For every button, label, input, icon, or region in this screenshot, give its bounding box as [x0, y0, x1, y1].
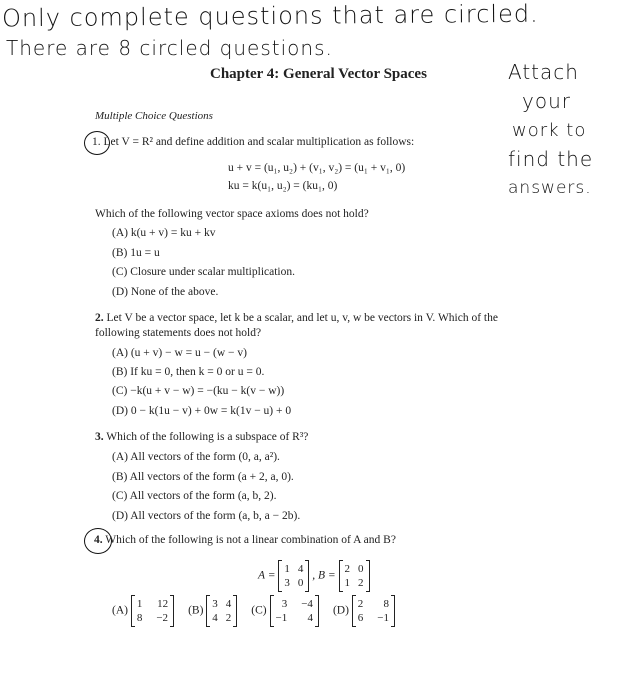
side-note-line: work to	[512, 120, 587, 141]
handwritten-instruction-2: There are 8 circled questions.	[6, 36, 333, 60]
side-note-line: Attach	[508, 60, 579, 84]
side-note-line: your	[522, 89, 571, 113]
equation-scalar: ku = k(u₁, u₂) = (ku₁, 0)	[228, 180, 338, 192]
option-b	[188, 595, 237, 627]
matrix-cell: 2	[357, 598, 364, 610]
question-2	[95, 312, 498, 324]
option-c: (C) All vectors of the form (a, b, 2).	[112, 490, 277, 502]
question-4	[94, 534, 396, 546]
matrix-cell: 1	[284, 563, 290, 575]
question-number: 3.	[95, 431, 104, 443]
option-d: (D) All vectors of the form (a, b, a − 2b).	[112, 510, 301, 522]
matrix-cell: 1	[344, 577, 350, 589]
matrix-cell: −4	[301, 598, 313, 610]
matrix-cell: 3	[212, 598, 218, 610]
option-label: (A)	[112, 604, 128, 617]
option-a: (A) (u + v) − w = u − (w − v)	[112, 347, 247, 359]
matrix-cell: −2	[156, 612, 169, 624]
matrices-a-b	[258, 560, 370, 592]
matrix-cell: 2	[344, 563, 350, 575]
matrix-cell: 0	[297, 577, 304, 589]
question-number: 1.	[92, 136, 101, 148]
option-c: (C) −k(u + v − w) = −(ku − k(v − w))	[112, 385, 285, 397]
option-matrix	[270, 595, 319, 627]
matrix-cell: 4	[212, 612, 218, 624]
option-b: (B) All vectors of the form (a + 2, a, 0).	[112, 471, 294, 483]
question-number: 4.	[94, 534, 103, 546]
matrix-cell: 3	[281, 598, 288, 610]
question-text: Which of the following is a subspace of R³?	[106, 431, 309, 443]
equation-addition: u + v = (u₁, u₂) + (v₁, v₂) = (u₁ + v₁, 0)	[228, 162, 406, 174]
matrix-cell: 4	[297, 563, 304, 575]
option-b: (B) 1u = u	[112, 247, 160, 259]
matrix-cell: −1	[275, 612, 288, 624]
matrix-cell: 2	[358, 577, 364, 589]
option-label: (D)	[332, 604, 349, 617]
question-number: 2.	[95, 312, 104, 324]
option-c	[251, 595, 319, 627]
matrix-cell: 6	[357, 612, 364, 624]
matrix-cell: 2	[225, 612, 232, 624]
option-label: (B)	[188, 604, 204, 617]
chapter-title: Chapter 4: General Vector Spaces	[210, 66, 427, 82]
question-text: Which of the following is not a linear combination of A and B?	[105, 534, 396, 546]
section-title: Multiple Choice Questions	[95, 110, 213, 122]
option-b: (B) If ku = 0, then k = 0 or u = 0.	[112, 366, 265, 378]
matrix-a	[278, 560, 309, 592]
matrix-cell: −1	[377, 612, 389, 624]
option-d: (D) None of the above.	[112, 286, 219, 298]
matrix-cell: 4	[225, 598, 232, 610]
option-a	[112, 595, 174, 627]
matrix-cell: 0	[358, 563, 364, 575]
matrix-a-label: A =	[258, 569, 276, 582]
matrix-b-label: , B =	[312, 569, 336, 582]
option-c: (C) Closure under scalar multiplication.	[112, 266, 295, 278]
option-matrix	[131, 595, 174, 627]
option-label: (C)	[251, 604, 267, 617]
question-text: Let V = R² and define addition and scalar multiplication as follows:	[103, 136, 415, 148]
matrix-cell: 1	[136, 598, 143, 610]
matrix-cell: 8	[136, 612, 143, 624]
option-matrix	[206, 595, 237, 627]
matrix-cell: 12	[157, 598, 169, 610]
question-3	[95, 431, 308, 443]
option-d: (D) 0 − k(1u − v) + 0w = k(1v − u) + 0	[112, 405, 292, 417]
side-note-line: find the	[508, 147, 594, 171]
matrix-cell: 8	[383, 598, 389, 610]
option-d	[333, 595, 395, 627]
handwritten-side-note	[508, 58, 593, 203]
question-1	[92, 136, 414, 148]
matrix-cell: 3	[284, 577, 290, 589]
matrix-cell: 4	[307, 612, 313, 624]
question-prompt: Which of the following vector space axioms does not hold?	[95, 208, 369, 220]
question-text-cont: following statements does not hold?	[95, 327, 262, 339]
side-note-line: answers.	[508, 178, 592, 198]
option-a: (A) k(u + v) = ku + kv	[112, 227, 216, 239]
handwritten-instruction-1: Only complete questions that are circled.	[1, 0, 539, 33]
matrix-b	[339, 560, 370, 592]
option-a: (A) All vectors of the form (0, a, a²).	[112, 451, 280, 463]
question-text: Let V be a vector space, let k be a scalar, and let u, v, w be vectors in V. Which of the	[106, 312, 498, 324]
matrix-options	[112, 595, 395, 627]
option-matrix	[352, 595, 395, 627]
